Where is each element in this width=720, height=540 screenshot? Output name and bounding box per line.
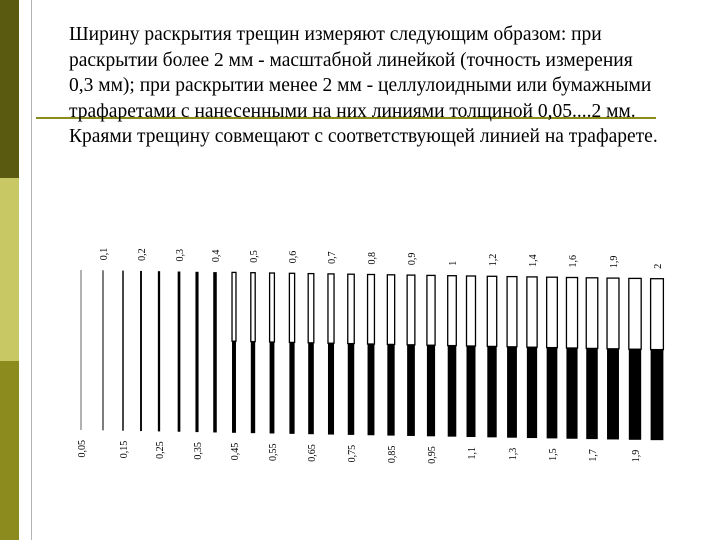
stencil-line-outline bbox=[467, 276, 476, 346]
stencil-line-outline bbox=[308, 274, 314, 343]
side-strip-dark bbox=[0, 0, 19, 178]
text-line: трафаретами с нанесенными на них линиями толщиной 0,05....2 мм. bbox=[69, 100, 636, 122]
bottom-width-label: 1,3 bbox=[508, 447, 519, 461]
stencil-line-fill bbox=[232, 341, 236, 433]
stencil-line-outline bbox=[348, 274, 354, 343]
stencil-line-fill bbox=[467, 346, 476, 437]
top-width-label: 0,6 bbox=[288, 250, 299, 264]
bottom-width-label: 0,35 bbox=[193, 442, 204, 460]
stencil-line-fill bbox=[348, 344, 354, 435]
top-width-label: 0,1 bbox=[99, 247, 110, 261]
stencil-line bbox=[178, 272, 181, 432]
stencil-line-fill bbox=[427, 345, 435, 436]
stencil-line-outline bbox=[566, 278, 577, 349]
stencil-line-fill bbox=[547, 348, 558, 439]
stencil-line bbox=[213, 272, 217, 432]
stencil-line-fill bbox=[487, 346, 496, 437]
stencil-line-outline bbox=[368, 275, 375, 345]
top-width-label: 0,3 bbox=[175, 249, 186, 262]
stencil-line-outline bbox=[270, 273, 275, 342]
stencil-line bbox=[122, 271, 123, 431]
bottom-width-label: 0,95 bbox=[427, 446, 438, 464]
top-width-label: 1,2 bbox=[488, 253, 499, 267]
stencil-line-fill bbox=[308, 343, 314, 434]
stencil-line-fill bbox=[251, 342, 255, 434]
top-width-label: 0,4 bbox=[211, 249, 222, 263]
stencil-line-outline bbox=[232, 272, 236, 341]
stencil-line-fill bbox=[289, 342, 294, 433]
stencil-line-fill bbox=[629, 349, 641, 440]
stencil-line-outline bbox=[448, 276, 457, 346]
crack-width-stencil bbox=[60, 230, 700, 470]
stencil-line bbox=[140, 271, 142, 431]
stencil-line-outline bbox=[289, 273, 294, 342]
bottom-width-label: 1,5 bbox=[548, 448, 559, 461]
body-paragraph bbox=[69, 22, 709, 150]
stencil-line-outline bbox=[487, 276, 496, 346]
stencil-line-outline bbox=[651, 279, 664, 350]
stencil-line-outline bbox=[407, 275, 415, 345]
stencil-line-outline bbox=[547, 277, 558, 347]
stencil-line-outline bbox=[251, 273, 255, 342]
stencil-line bbox=[81, 270, 82, 430]
stencil-line-fill bbox=[507, 347, 517, 438]
top-width-label: 0,8 bbox=[367, 252, 378, 265]
bottom-width-label: 0,25 bbox=[155, 441, 166, 459]
bottom-width-label: 0,15 bbox=[119, 440, 130, 459]
bottom-width-label: 0,05 bbox=[77, 440, 88, 458]
stencil-line-outline bbox=[328, 274, 334, 343]
stencil-line-fill bbox=[651, 350, 664, 441]
stencil-line-outline bbox=[607, 278, 619, 349]
top-width-label: 0,7 bbox=[327, 251, 338, 264]
stencil-line-fill bbox=[407, 345, 415, 436]
stencil-line bbox=[195, 272, 198, 432]
top-width-label: 1 bbox=[448, 260, 459, 266]
side-strip-olive bbox=[0, 361, 19, 540]
bottom-width-label: 1,9 bbox=[631, 449, 642, 463]
stencil-line-fill bbox=[586, 348, 598, 439]
bottom-width-label: 0,65 bbox=[307, 444, 318, 462]
top-width-label: 0,5 bbox=[249, 250, 260, 263]
stencil-line-outline bbox=[586, 278, 598, 349]
stencil-line-outline bbox=[427, 275, 435, 345]
top-width-label: 2 bbox=[653, 263, 664, 269]
text-line: Краями трещину совмещают с соответствующей линией на трафарете. bbox=[69, 126, 658, 147]
stencil-line-fill bbox=[566, 348, 577, 439]
text-line: Ширину раскрытия трещин измеряют следующим образом: при bbox=[69, 24, 602, 45]
bottom-width-label: 1,1 bbox=[467, 447, 478, 460]
top-width-label: 1,9 bbox=[609, 255, 620, 269]
stencil-line-outline bbox=[387, 275, 394, 345]
stencil-line-fill bbox=[270, 342, 275, 434]
stencil-line-outline bbox=[629, 278, 641, 349]
bottom-width-label: 0,45 bbox=[230, 442, 241, 461]
bottom-width-label: 0,75 bbox=[347, 444, 358, 463]
stencil-line bbox=[158, 271, 160, 431]
stencil-line bbox=[102, 270, 103, 430]
text-line: 0,3 мм); при раскрытии менее 2 мм - целлулоидными или бумажными bbox=[69, 75, 652, 96]
vertical-rule bbox=[31, 0, 32, 540]
top-width-label: 0,2 bbox=[137, 248, 148, 261]
bottom-width-label: 0,85 bbox=[387, 445, 398, 464]
bottom-width-label: 1,7 bbox=[588, 449, 599, 462]
stencil-line-outline bbox=[507, 277, 517, 347]
stencil-line-fill bbox=[387, 344, 394, 435]
stencil-line-fill bbox=[328, 343, 334, 434]
stencil-line-outline bbox=[527, 277, 537, 347]
top-width-label: 1,6 bbox=[568, 255, 579, 268]
side-strip-light bbox=[0, 178, 19, 361]
top-width-label: 1,4 bbox=[528, 254, 539, 267]
stencil-line-fill bbox=[448, 346, 457, 437]
stencil-line-fill bbox=[607, 349, 619, 440]
text-line: раскрытии более 2 мм - масштабной линейкой (точность измерения bbox=[69, 49, 633, 71]
stencil-line-fill bbox=[527, 347, 537, 438]
stencil-line-fill bbox=[368, 344, 375, 435]
top-width-label: 0,9 bbox=[407, 252, 418, 266]
bottom-width-label: 0,55 bbox=[268, 443, 279, 461]
